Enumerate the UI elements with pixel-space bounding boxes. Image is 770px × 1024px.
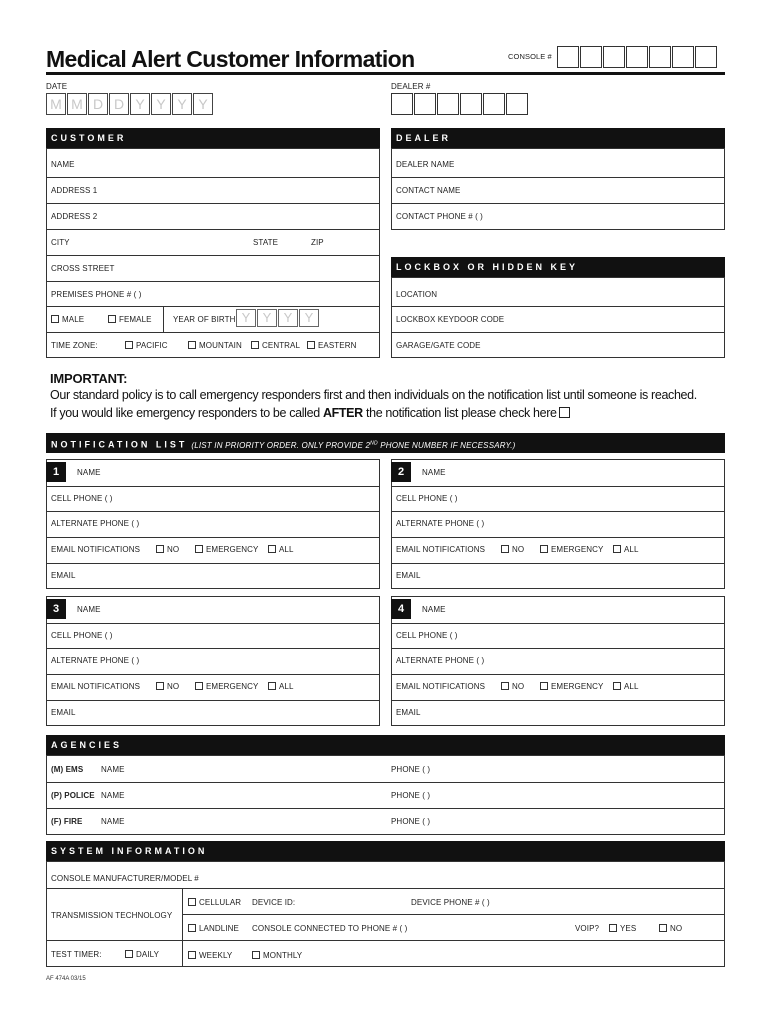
agencies-heading: AGENCIES — [46, 735, 725, 755]
console-digit-box[interactable] — [649, 46, 671, 68]
lockbox-heading: LOCKBOX OR HIDDEN KEY — [391, 257, 725, 277]
tz-eastern-checkbox[interactable]: EASTERN — [307, 341, 357, 350]
dealer-digit-box[interactable] — [506, 93, 528, 115]
agency-ems-label: (M) EMS — [51, 765, 84, 774]
console-number-boxes[interactable] — [557, 46, 717, 68]
lockbox-code-field[interactable]: LOCKBOX KEYDOOR CODE — [396, 315, 505, 324]
after-notification-checkbox[interactable] — [559, 407, 570, 418]
device-phone-field[interactable]: DEVICE PHONE # ( ) — [411, 898, 490, 907]
contact-alt-phone-field[interactable]: ALTERNATE PHONE ( ) — [396, 656, 485, 665]
date-digit-box[interactable]: D — [109, 93, 129, 115]
agency-ems-phone-field[interactable]: PHONE ( ) — [391, 765, 431, 774]
date-digit-box[interactable]: Y — [151, 93, 171, 115]
agency-fire-label: (F) FIRE — [51, 817, 83, 826]
yob-digit-box[interactable]: Y — [299, 309, 319, 327]
tz-pacific-checkbox[interactable]: PACIFIC — [125, 341, 168, 350]
dealer-digit-box[interactable] — [437, 93, 459, 115]
email-notifications-label: EMAIL NOTIFICATIONS — [396, 682, 486, 691]
customer-name-field[interactable]: NAME — [51, 160, 75, 169]
date-digit-box[interactable]: Y — [172, 93, 192, 115]
notif-all-checkbox[interactable]: ALL — [613, 682, 639, 691]
notif-no-checkbox[interactable]: NO — [501, 682, 524, 691]
contact-cell-phone-field[interactable]: CELL PHONE ( ) — [396, 494, 458, 503]
contact-number-badge: 1 — [46, 462, 66, 482]
landline-checkbox[interactable]: LANDLINE — [188, 924, 239, 933]
important-heading: IMPORTANT: — [50, 371, 128, 386]
agencies-frame — [46, 755, 725, 835]
contact-phone-field[interactable]: CONTACT PHONE # ( ) — [396, 212, 483, 221]
contact-name-field[interactable]: NAME — [77, 468, 101, 477]
console-digit-box[interactable] — [672, 46, 694, 68]
test-timer-label: TEST TIMER: — [51, 950, 102, 959]
console-digit-box[interactable] — [626, 46, 648, 68]
contact-email-field[interactable]: EMAIL — [396, 708, 421, 717]
date-input[interactable] — [46, 93, 213, 115]
contact-email-field[interactable]: EMAIL — [51, 708, 76, 717]
contact-number-badge: 2 — [391, 462, 411, 482]
tz-mountain-checkbox[interactable]: MOUNTAIN — [188, 341, 242, 350]
address1-field[interactable]: ADDRESS 1 — [51, 186, 98, 195]
notif-no-checkbox[interactable]: NO — [501, 545, 524, 554]
agency-police-name-field[interactable]: NAME — [101, 791, 125, 800]
contact-name-field[interactable]: NAME — [422, 605, 446, 614]
notif-emergency-checkbox[interactable]: EMERGENCY — [195, 545, 258, 554]
voip-label: VOIP? — [575, 924, 600, 933]
customer-heading: CUSTOMER — [46, 128, 380, 148]
date-digit-box[interactable]: D — [88, 93, 108, 115]
contact-alt-phone-field[interactable]: ALTERNATE PHONE ( ) — [51, 656, 140, 665]
console-digit-box[interactable] — [580, 46, 602, 68]
date-digit-box[interactable]: Y — [130, 93, 150, 115]
email-notifications-label: EMAIL NOTIFICATIONS — [51, 682, 141, 691]
cross-street-field[interactable]: CROSS STREET — [51, 264, 115, 273]
contact-name-field[interactable]: CONTACT NAME — [396, 186, 461, 195]
notification-subheading: (LIST IN PRIORITY ORDER. ONLY PROVIDE 2ND PHONE NUMBER IF NECESSARY.) — [191, 440, 516, 450]
dealer-number-boxes[interactable] — [391, 93, 528, 115]
date-digit-box[interactable]: M — [46, 93, 66, 115]
male-checkbox[interactable]: MALE — [51, 315, 84, 324]
dealer-digit-box[interactable] — [460, 93, 482, 115]
transmission-label: TRANSMISSION TECHNOLOGY — [51, 911, 173, 920]
contact-number-badge: 4 — [391, 599, 411, 619]
important-line-1: Our standard policy is to call emergency responders first and then individuals on the notification list until someone is reached. — [50, 388, 697, 402]
date-digit-box[interactable]: Y — [193, 93, 213, 115]
notif-emergency-checkbox[interactable]: EMERGENCY — [540, 682, 603, 691]
dealer-digit-box[interactable] — [483, 93, 505, 115]
agency-fire-phone-field[interactable]: PHONE ( ) — [391, 817, 431, 826]
console-label: CONSOLE # — [508, 52, 552, 61]
female-checkbox[interactable]: FEMALE — [108, 315, 152, 324]
weekly-checkbox[interactable]: WEEKLY — [188, 951, 232, 960]
notif-no-checkbox[interactable]: NO — [156, 682, 179, 691]
agency-police-phone-field[interactable]: PHONE ( ) — [391, 791, 431, 800]
date-digit-box[interactable]: M — [67, 93, 87, 115]
connected-phone-field[interactable]: CONSOLE CONNECTED TO PHONE # ( ) — [252, 924, 408, 933]
date-label: DATE — [46, 82, 68, 91]
gate-code-field[interactable]: GARAGE/GATE CODE — [396, 341, 481, 350]
header-rule — [46, 72, 725, 75]
device-id-field[interactable]: DEVICE ID: — [252, 898, 296, 907]
notif-all-checkbox[interactable]: ALL — [613, 545, 639, 554]
year-of-birth-input[interactable] — [236, 309, 319, 327]
monthly-checkbox[interactable]: MONTHLY — [252, 951, 302, 960]
important-line-2: If you would like emergency responders to be called AFTER the notification list please check here — [50, 404, 730, 422]
premises-phone-field[interactable]: PREMISES PHONE # ( ) — [51, 290, 142, 299]
contact-email-field[interactable]: EMAIL — [51, 571, 76, 580]
agency-police-label: (P) POLICE — [51, 791, 95, 800]
console-digit-box[interactable] — [603, 46, 625, 68]
email-notifications-label: EMAIL NOTIFICATIONS — [396, 545, 486, 554]
dealer-number-label: DEALER # — [391, 82, 431, 91]
notif-all-checkbox[interactable]: ALL — [268, 682, 294, 691]
cellular-checkbox[interactable]: CELLULAR — [188, 898, 241, 907]
agency-ems-name-field[interactable]: NAME — [101, 765, 125, 774]
console-digit-box[interactable] — [695, 46, 717, 68]
contact-cell-phone-field[interactable]: CELL PHONE ( ) — [396, 631, 458, 640]
voip-yes-checkbox[interactable]: YES — [609, 924, 636, 933]
contact-email-field[interactable]: EMAIL — [396, 571, 421, 580]
year-of-birth-label: YEAR OF BIRTH — [173, 315, 236, 324]
tz-central-checkbox[interactable]: CENTRAL — [251, 341, 300, 350]
customer-frame — [46, 148, 380, 358]
contact-number-badge: 3 — [46, 599, 66, 619]
time-zone-label: TIME ZONE: — [51, 341, 98, 350]
dealer-heading: DEALER — [391, 128, 725, 148]
contact-alt-phone-field[interactable]: ALTERNATE PHONE ( ) — [396, 519, 485, 528]
contact-name-field[interactable]: NAME — [77, 605, 101, 614]
contact-cell-phone-field[interactable]: CELL PHONE ( ) — [51, 631, 113, 640]
yob-digit-box[interactable]: Y — [236, 309, 256, 327]
state-field[interactable]: STATE — [253, 238, 279, 247]
yob-digit-box[interactable]: Y — [278, 309, 298, 327]
console-digit-box[interactable] — [557, 46, 579, 68]
address2-field[interactable]: ADDRESS 2 — [51, 212, 98, 221]
lockbox-location-field[interactable]: LOCATION — [396, 290, 438, 299]
notification-heading: NOTIFICATION LIST (LIST IN PRIORITY ORDER. ONLY PROVIDE 2ND PHONE NUMBER IF NECESSARY.) — [46, 433, 725, 453]
dealer-digit-box[interactable] — [391, 93, 413, 115]
notif-all-checkbox[interactable]: ALL — [268, 545, 294, 554]
form-code: AF 474A 03/15 — [46, 976, 86, 982]
voip-no-checkbox[interactable]: NO — [659, 924, 682, 933]
notif-emergency-checkbox[interactable]: EMERGENCY — [540, 545, 603, 554]
contact-name-field[interactable]: NAME — [422, 468, 446, 477]
zip-field[interactable]: ZIP — [311, 238, 324, 247]
system-heading: SYSTEM INFORMATION — [46, 841, 725, 861]
city-field[interactable]: CITY — [51, 238, 70, 247]
contact-cell-phone-field[interactable]: CELL PHONE ( ) — [51, 494, 113, 503]
console-model-field[interactable]: CONSOLE MANUFACTURER/MODEL # — [51, 874, 199, 883]
page-title: Medical Alert Customer Information — [46, 46, 415, 72]
dealer-digit-box[interactable] — [414, 93, 436, 115]
contact-alt-phone-field[interactable]: ALTERNATE PHONE ( ) — [51, 519, 140, 528]
notif-emergency-checkbox[interactable]: EMERGENCY — [195, 682, 258, 691]
dealer-name-field[interactable]: DEALER NAME — [396, 160, 455, 169]
agency-fire-name-field[interactable]: NAME — [101, 817, 125, 826]
yob-digit-box[interactable]: Y — [257, 309, 277, 327]
notif-no-checkbox[interactable]: NO — [156, 545, 179, 554]
daily-checkbox[interactable]: DAILY — [125, 950, 159, 959]
email-notifications-label: EMAIL NOTIFICATIONS — [51, 545, 141, 554]
important-notice — [50, 371, 730, 422]
